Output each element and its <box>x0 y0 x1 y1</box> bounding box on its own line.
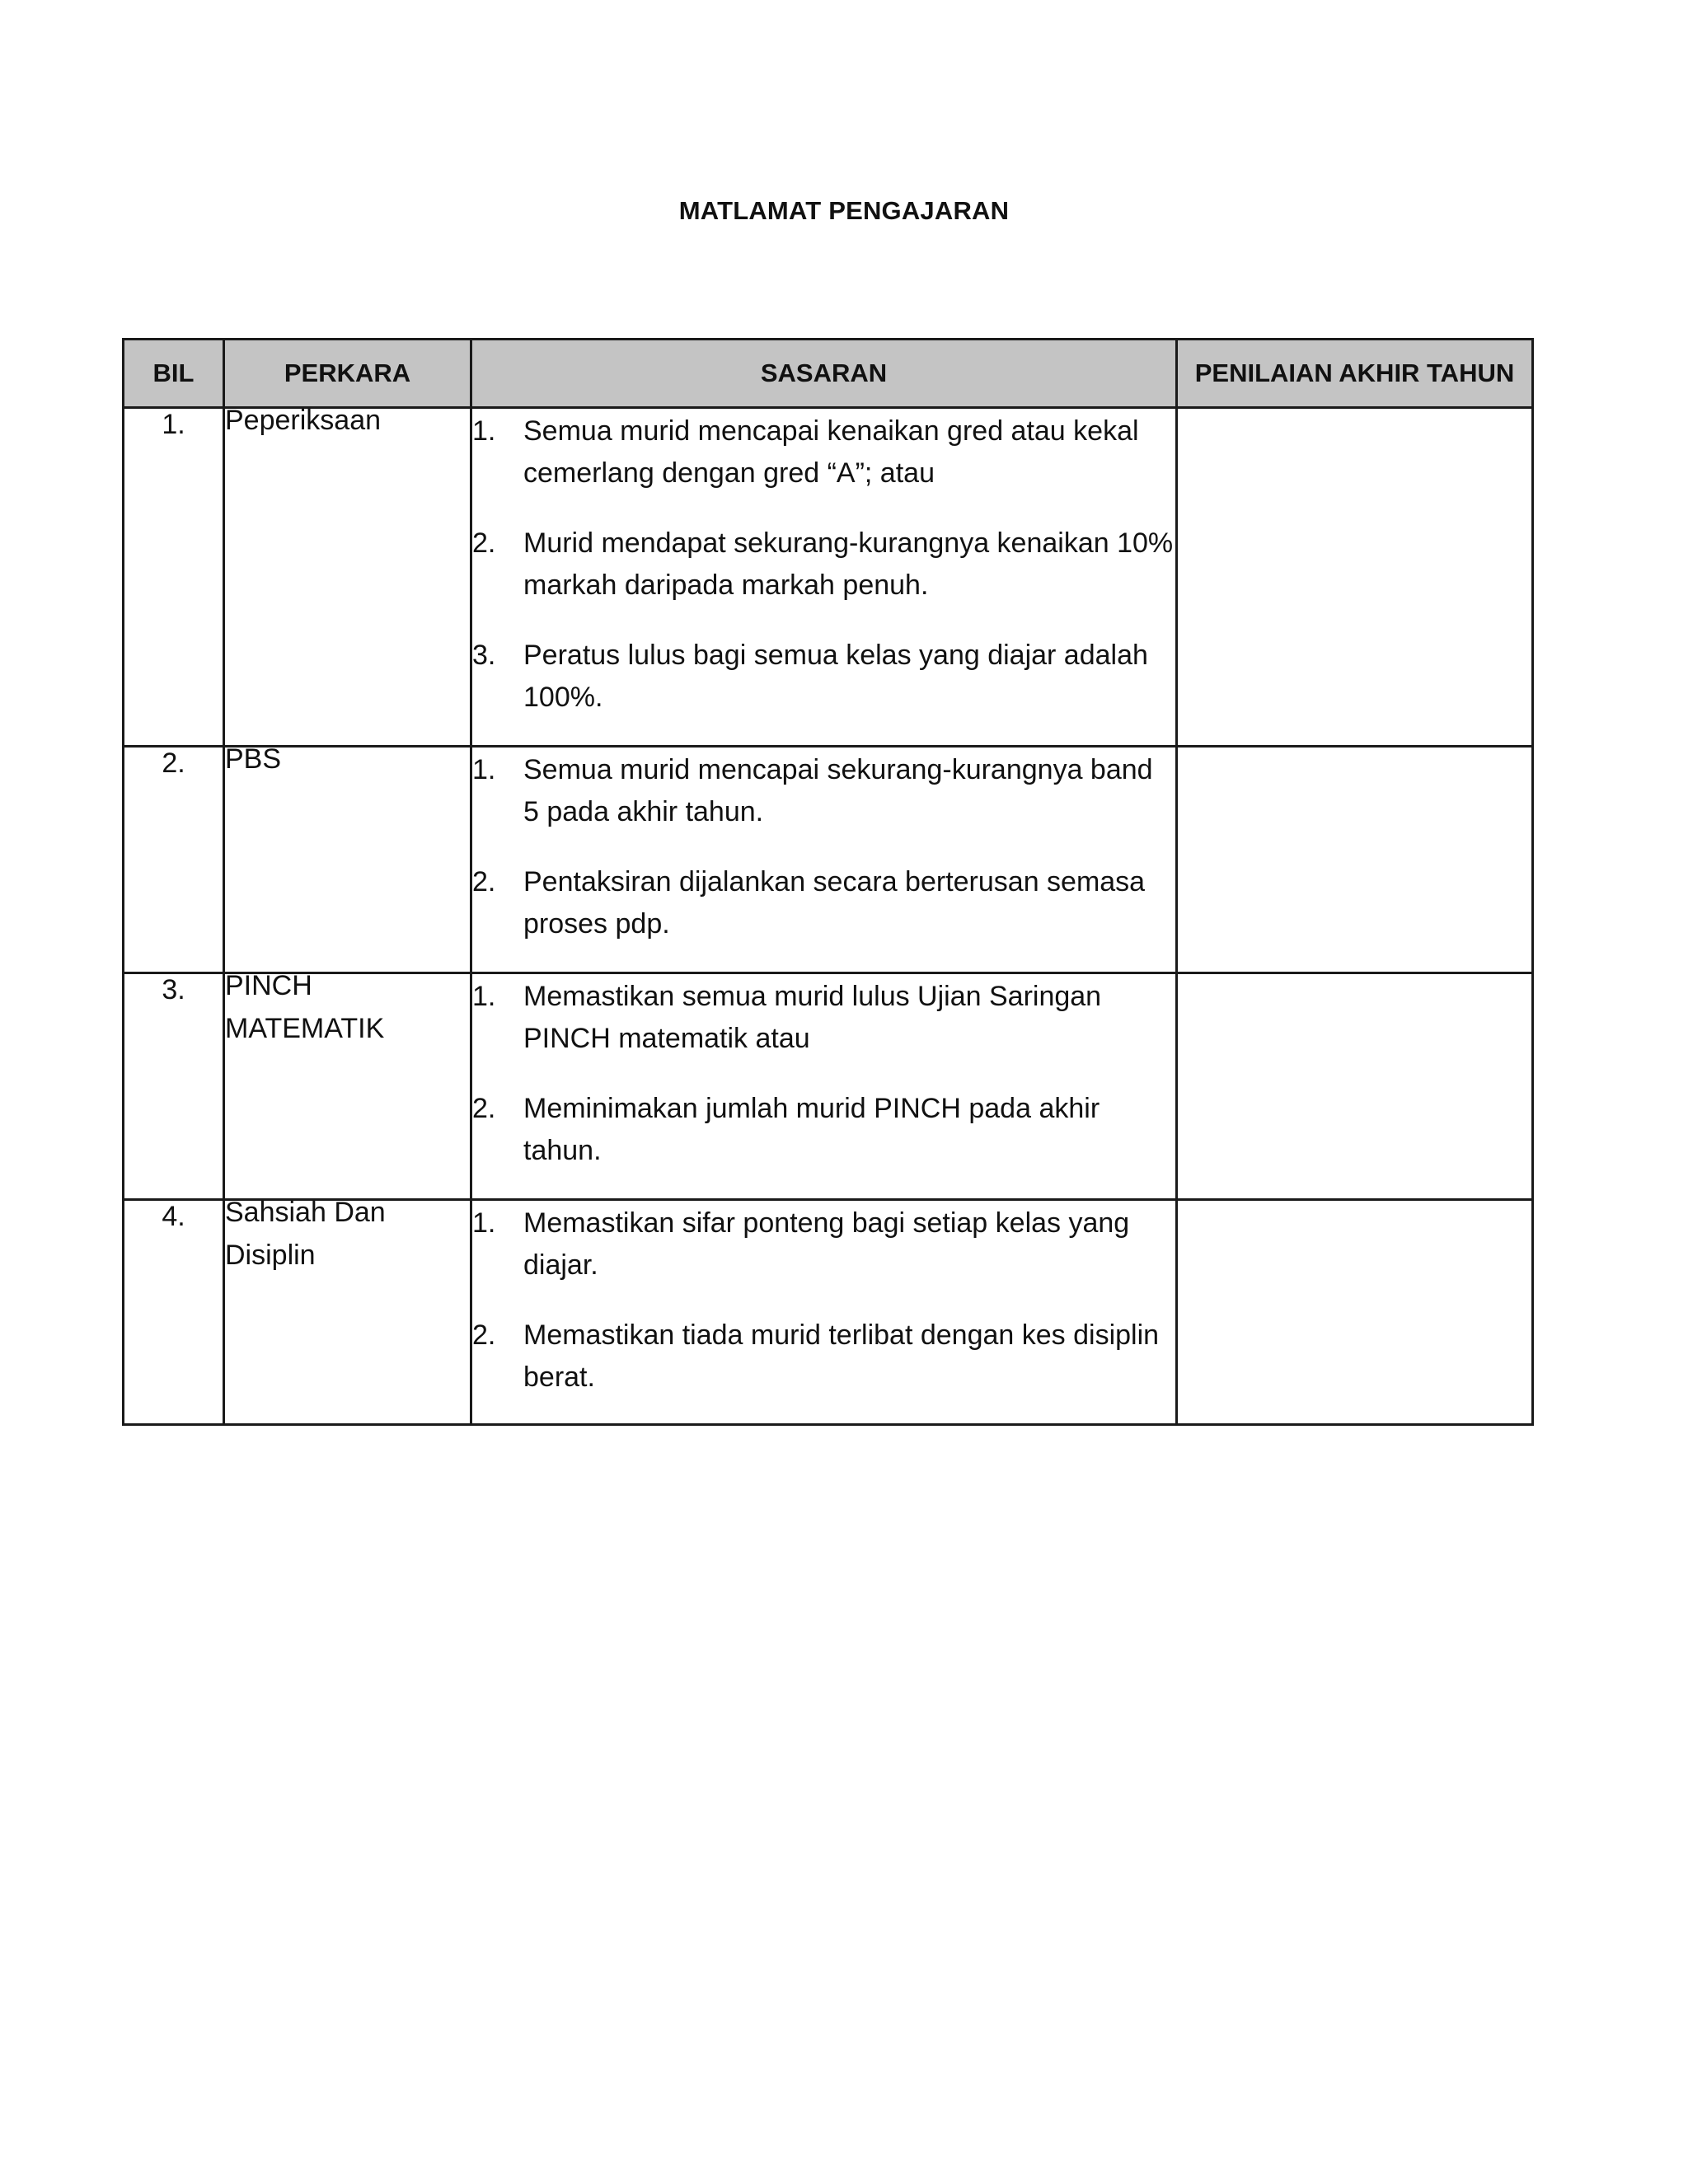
cell-perkara: Peperiksaan <box>224 408 471 747</box>
list-item-text: Peratus lulus bagi semua kelas yang diajar adalah 100%. <box>523 640 1148 713</box>
header-sasaran: SASARAN <box>471 340 1177 408</box>
cell-penilaian <box>1177 973 1533 1200</box>
cell-sasaran <box>471 1200 1177 1425</box>
list-item <box>472 1315 1175 1399</box>
table-row <box>124 408 1533 747</box>
list-item <box>472 523 1175 607</box>
page-title: MATLAMAT PENGAJARAN <box>678 196 1010 225</box>
list-item <box>472 635 1175 719</box>
list-item <box>472 410 1175 494</box>
list-item-text: Semua murid mencapai kenaikan gred atau kekal cemerlang dengan gred “A”; atau <box>523 415 1139 489</box>
table-row <box>124 1200 1533 1425</box>
list-item <box>472 1088 1175 1172</box>
list-item-text: Murid mendapat sekurang-kurangnya kenaikan 10% markah daripada markah penuh. <box>523 527 1174 601</box>
list-item <box>472 1202 1175 1286</box>
header-penilaian: PENILAIAN AKHIR TAHUN <box>1177 340 1533 408</box>
list-item-text: Meminimakan jumlah murid PINCH pada akhir tahun. <box>523 1093 1100 1166</box>
list-item-text: Memastikan sifar ponteng bagi setiap kelas yang diajar. <box>523 1207 1130 1281</box>
list-item-text: Memastikan tiada murid terlibat dengan kes disiplin berat. <box>523 1319 1160 1393</box>
list-item-number: 2. <box>472 527 496 559</box>
list-item <box>472 861 1175 945</box>
list-item-text: Pentaksiran dijalankan secara berterusan semasa proses pdp. <box>523 866 1146 940</box>
list-item-number: 2. <box>472 1319 496 1351</box>
list-item-number: 1. <box>472 754 496 785</box>
list-item <box>472 749 1175 833</box>
cell-sasaran <box>471 747 1177 973</box>
list-item-number: 2. <box>472 866 496 898</box>
cell-bil: 4. <box>124 1200 224 1425</box>
goals-table <box>122 338 1534 1426</box>
table-row <box>124 973 1533 1200</box>
cell-perkara: Sahsiah Dan Disiplin <box>224 1200 471 1425</box>
cell-bil: 3. <box>124 973 224 1200</box>
cell-penilaian <box>1177 1200 1533 1425</box>
cell-penilaian <box>1177 747 1533 973</box>
cell-perkara: PBS <box>224 747 471 973</box>
list-item-number: 1. <box>472 1207 496 1239</box>
cell-bil: 1. <box>124 408 224 747</box>
header-bil: BIL <box>124 340 224 408</box>
cell-sasaran <box>471 973 1177 1200</box>
list-item-text: Semua murid mencapai sekurang-kurangnya band 5 pada akhir tahun. <box>523 754 1153 827</box>
header-perkara: PERKARA <box>224 340 471 408</box>
list-item-number: 3. <box>472 640 496 671</box>
table-header-row <box>124 340 1533 408</box>
list-item-number: 2. <box>472 1093 496 1124</box>
list-item-number: 1. <box>472 415 496 447</box>
table-row <box>124 747 1533 973</box>
list-item-text: Memastikan semua murid lulus Ujian Saringan PINCH matematik atau <box>523 981 1102 1054</box>
cell-sasaran <box>471 408 1177 747</box>
list-item <box>472 976 1175 1060</box>
cell-perkara: PINCH MATEMATIK <box>224 973 471 1200</box>
cell-bil: 2. <box>124 747 224 973</box>
cell-penilaian <box>1177 408 1533 747</box>
list-item-number: 1. <box>472 981 496 1012</box>
